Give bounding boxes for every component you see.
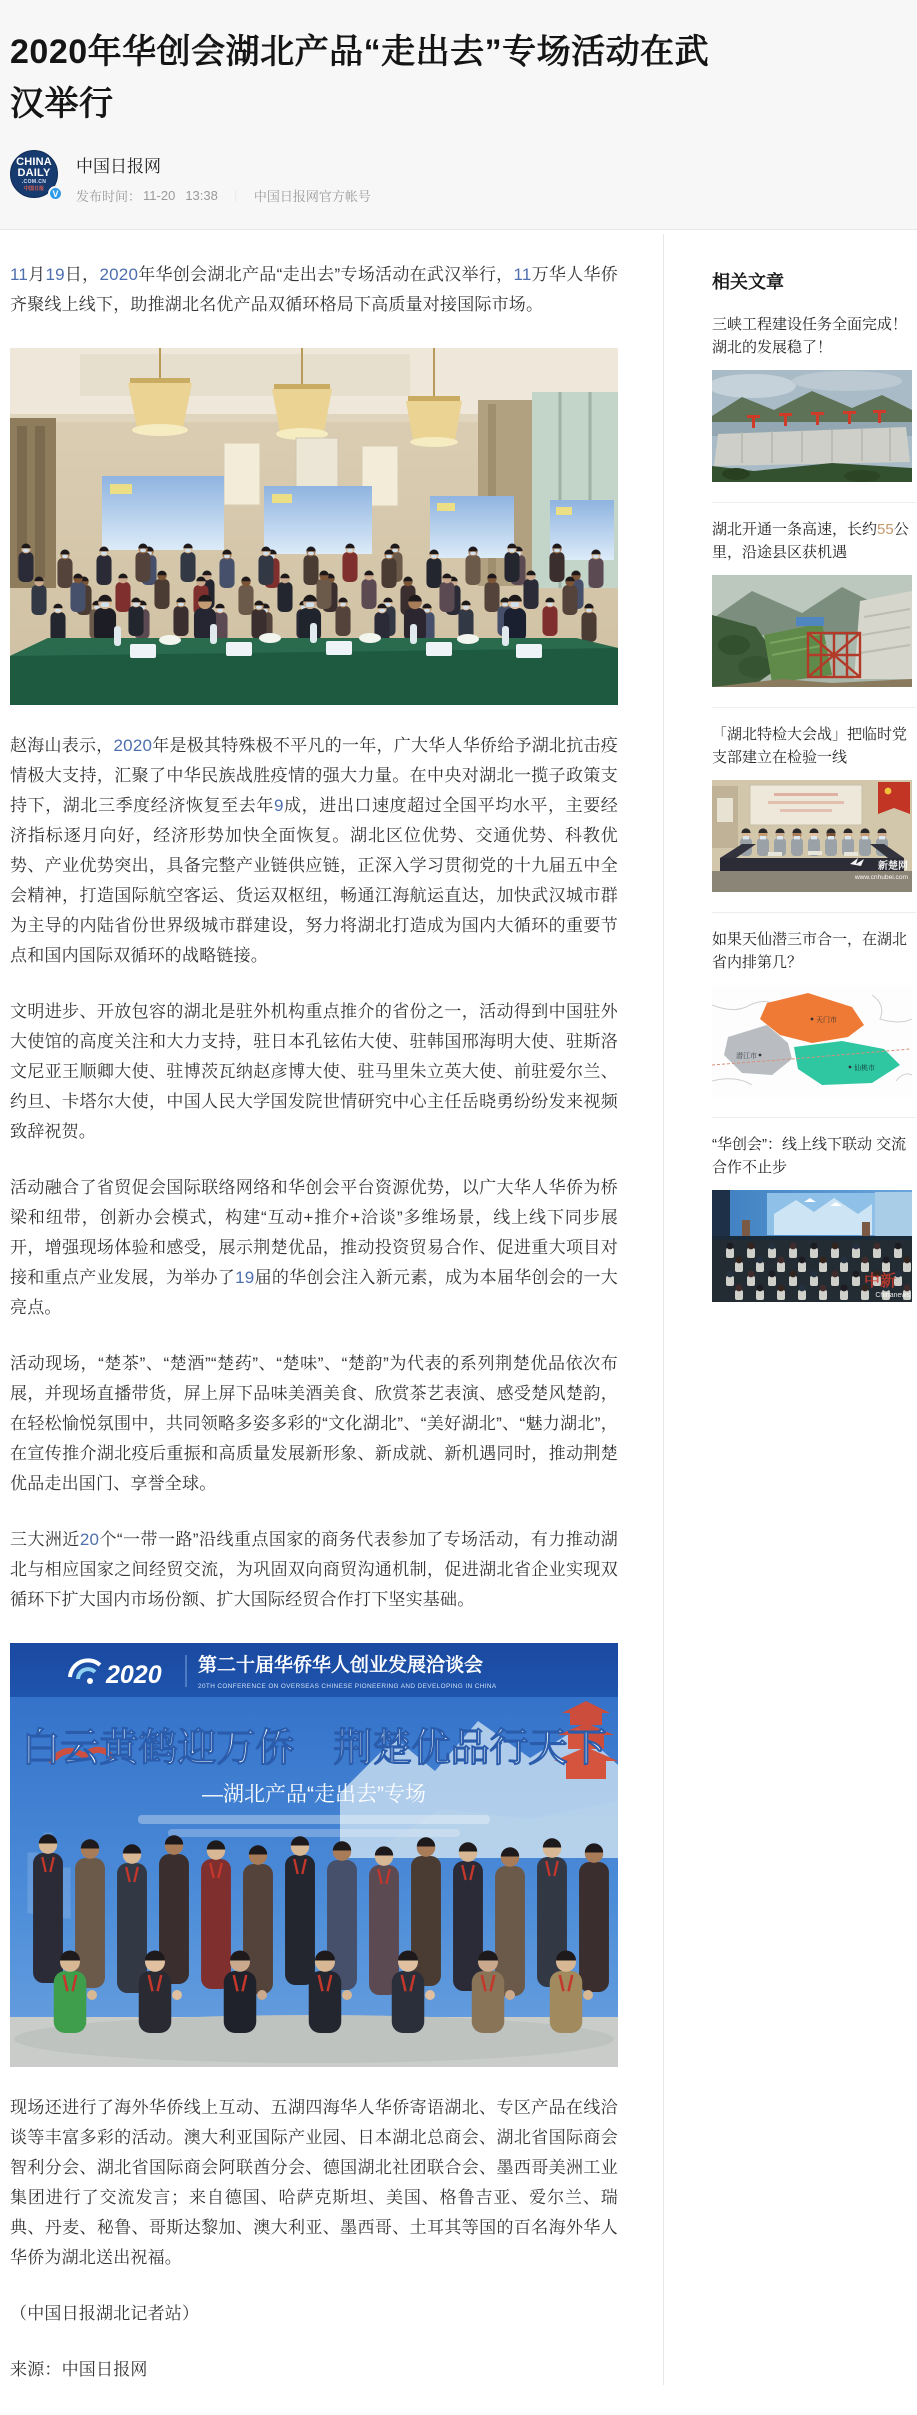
article-paragraph: 三大洲近20个“一带一路”沿线重点国家的商务代表参加了专场活动，有力推动湖北与相应国家之间经贸交流，为巩固双向商贸沟通机制，促进湖北省企业实现双循环下扩大国内市场份额、扩大国际经贸合作打下坚实基础。 xyxy=(10,1530,618,1609)
logo-text: CHINA xyxy=(16,155,52,168)
publish-label: 发布时间： xyxy=(76,189,142,204)
page-title: 2020年华创会湖北产品“走出去”专场活动在武汉举行 xyxy=(10,33,710,123)
conference-photo[interactable] xyxy=(712,1190,912,1302)
meeting-photo[interactable] xyxy=(712,780,912,892)
related-article-title[interactable]: 如果天仙潜三市合一，在湖北省内排第几？ xyxy=(712,931,908,971)
photo-banner-year: 2020 xyxy=(106,1661,162,1689)
source-row xyxy=(10,150,907,205)
article-paragraph: 活动融合了省贸促会国际联络网络和华创会平台资源优势，以广大华人华侨为桥梁和纽带，创新办会模式，构建“互动+推介+洽谈”多维场景，线上线下同步展开，增强现场体验和感受，展示荆楚优品，推动投资贸易合作、促进重大项目对接和重点产业发展，为举办了19届的华创会注入新元素，成为本届华创会的一大亮点。 xyxy=(10,1178,618,1317)
map-label: 潜江市 xyxy=(736,1053,757,1060)
sidebar-heading: 相关文章 xyxy=(712,272,784,292)
account-label: 中国日报网官方帐号 xyxy=(253,189,371,204)
related-article-title[interactable]: 「湖北特检大会战」把临时党支部建立在检验一线 xyxy=(712,726,908,766)
article-paragraph: 赵海山表示，2020年是极其特殊极不平凡的一年，广大华人华侨给予湖北抗击疫情极大支持，汇聚了中华民族战胜疫情的强大力量。在中央对湖北一揽子政策支持下，湖北三季度经济恢复至去年9成，进出口速度超过全国平均水平，主要经济指标逐月向好，经济形势加快全面恢复。湖北区位优势、交通优势、科教优势、产业优势突出，具备完整产业链供应链，正深入学习贯彻党的十九届五中全会精神，打造国际航空客运、货运双枢纽，畅通江海航运直达，加快武汉城市群为主导的内陆省份世界级城市群建设，努力将湖北打造成为国内大循环的重要节点和国内国际双循环的战略链接。 xyxy=(10,736,618,965)
related-article-title[interactable]: “华创会”：线上线下联动 交流合作不止步 xyxy=(712,1136,907,1176)
related-article-item[interactable] xyxy=(712,708,916,913)
related-article-item[interactable] xyxy=(712,298,916,503)
logo-text: DAILY xyxy=(17,166,51,179)
map-label: 仙桃市 xyxy=(854,1065,875,1072)
watermark-url: www.cnhubei.com xyxy=(854,874,908,881)
article-paragraph: 现场还进行了海外华侨线上互动、五湖四海华人华侨寄语湖北、专区产品在线洽谈等丰富多彩的活动。澳大利亚国际产业园、日本湖北总商会、湖北省国际商会智利分会、湖北省国际商会阿联酋分会、德国湖北社团联合会、墨西哥美洲工业集团进行了交流发言；来自德国、哈萨克斯坦、美国、格鲁吉亚、爱尔兰、瑞典、丹麦、秘鲁、哥斯达黎加、澳大利亚、墨西哥、土耳其等国的百名海外华人华侨为湖北送出祝福。 xyxy=(10,2098,618,2267)
publish-date: 11-20 xyxy=(143,188,176,203)
column-divider xyxy=(663,234,664,2385)
watermark-en: Chinanews xyxy=(875,1292,910,1299)
source-name[interactable]: 中国日报网 xyxy=(76,157,161,176)
related-article-title[interactable]: 三峡工程建设任务全面完成！湖北的发展稳了！ xyxy=(712,316,908,356)
related-articles-sidebar xyxy=(712,234,916,2385)
publish-time: 13:38 xyxy=(185,188,218,203)
publish-row xyxy=(76,186,371,205)
article-header xyxy=(0,0,917,230)
byline-note: （中国日报湖北记者站） xyxy=(10,2304,200,2323)
verified-badge-icon: V xyxy=(48,186,63,201)
logo-text: 中国日报 xyxy=(23,185,44,192)
article-paragraph: 11月19日，2020年华创会湖北产品“走出去”专场活动在武汉举行，11万华人华侨齐聚线上线下，助推湖北名优产品双循环格局下高质量对接国际市场。 xyxy=(10,265,619,314)
chinadaily-logo[interactable] xyxy=(10,150,60,200)
highway-photo[interactable] xyxy=(712,575,912,687)
related-article-item[interactable] xyxy=(712,1118,916,1322)
dam-photo[interactable] xyxy=(712,370,912,482)
article-paragraph: 活动现场，“楚茶”、“楚酒”“楚药”、“楚味”、“楚韵”为代表的系列荆楚优品依次布展，并现场直播带货，屏上屏下品味美酒美食、欣赏茶艺表演、感受楚风楚韵，在轻松愉悦氛围中，共同领略多姿多彩的“文化湖北”、“美好湖北”、“魅力湖北”，在宣传推介湖北疫后重振和高质量发展新形象、新成就、新机遇同时，推动荆楚优品走出国门、享誉全球。 xyxy=(10,1354,618,1493)
map-label: 天门市 xyxy=(816,1017,837,1024)
related-article-item[interactable] xyxy=(712,503,916,708)
photo-banner-title-en: 20TH CONFERENCE ON OVERSEAS CHINESE PIONEERING AND DEVELOPING IN CHINA xyxy=(198,1683,497,1690)
photo-banner-title-cn: 第二十届华侨华人创业发展洽谈会 xyxy=(198,1655,484,1676)
source-meta xyxy=(76,150,371,205)
conference-hall-photo xyxy=(10,348,618,705)
huachuanghui-group-photo xyxy=(10,1643,618,2067)
article-body xyxy=(10,234,618,2385)
article-paragraph: 文明进步、开放包容的湖北是驻外机构重点推介的省份之一，活动得到中国驻外大使馆的高度关注和大力支持，驻日本孔铉佑大使、驻韩国邢海明大使、驻斯洛文尼亚王顺卿大使、驻博茨瓦纳赵彦博大使、驻马里朱立英大使、前驻爱尔兰、约旦、卡塔尔大使，中国人民大学国发院世情研究中心主任岳晓勇纷纷发来视频致辞祝贺。 xyxy=(10,1002,618,1141)
separator-bar: ｜ xyxy=(229,189,242,203)
watermark-cn: 中新 xyxy=(864,1273,897,1290)
watermark-logo: 新楚网 xyxy=(878,861,908,872)
map-image[interactable] xyxy=(712,985,912,1097)
red-bridge-structure xyxy=(808,633,860,677)
page-content xyxy=(0,230,917,2415)
source-line: 来源：中国日报网 xyxy=(10,2360,148,2379)
related-article-title[interactable]: 湖北开通一条高速，长约55公里，沿途县区获机遇 xyxy=(712,521,909,561)
photo-slogan: 白云黄鹤迎万侨 荆楚优品行天下 xyxy=(21,1727,607,1770)
photo-subtitle: —湖北产品“走出去”专场 xyxy=(202,1783,426,1806)
related-article-item[interactable] xyxy=(712,913,916,1118)
logo-text: .COM.CN xyxy=(21,178,47,185)
